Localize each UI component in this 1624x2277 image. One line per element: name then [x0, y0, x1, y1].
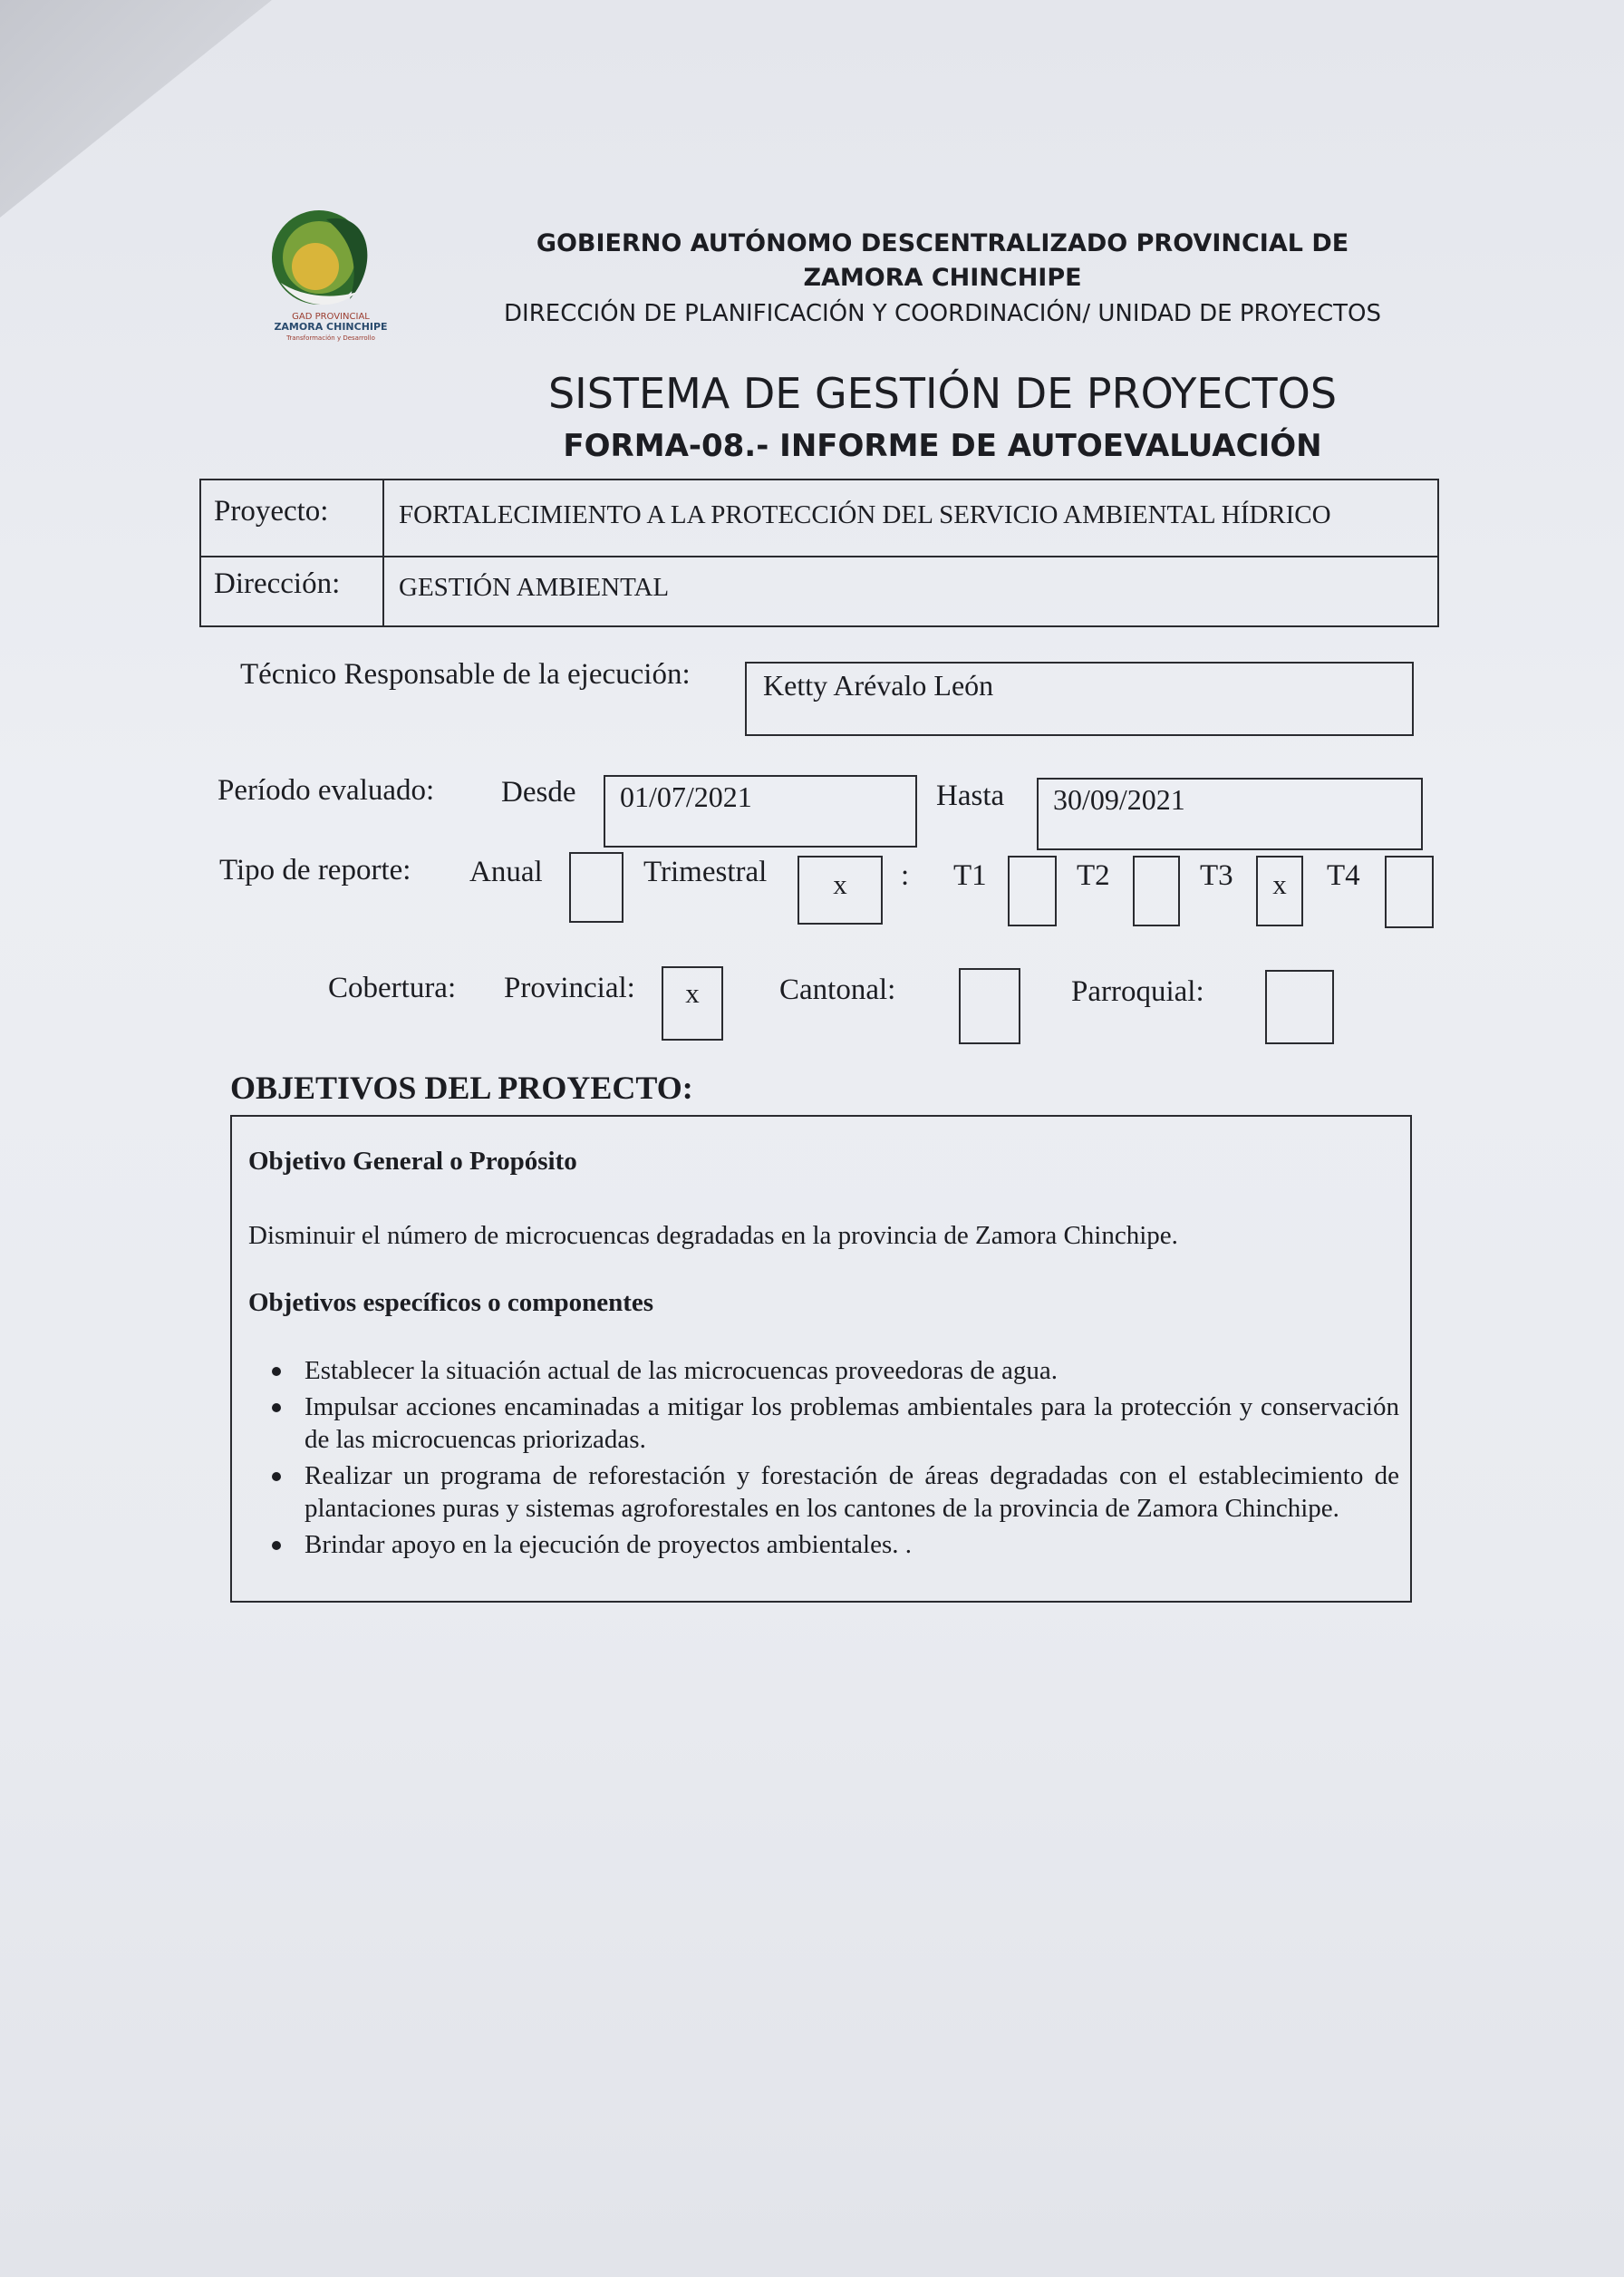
period-to-field[interactable]: [1037, 778, 1423, 850]
objectives-box: [230, 1115, 1412, 1603]
institution-name: GOBIERNO AUTÓNOMO DESCENTRALIZADO PROVINCIAL DE ZAMORA CHINCHIPE: [536, 229, 1349, 292]
gad-provincial-logo: [263, 201, 399, 355]
cantonal-label: Cantonal:: [779, 974, 896, 1006]
period-to-value: 30/09/2021: [1053, 783, 1185, 816]
page-fold-corner: [0, 0, 272, 218]
period-from-label: Desde: [501, 776, 576, 809]
bullet-icon: [272, 1403, 281, 1412]
bullet-icon: [272, 1367, 281, 1376]
report-type-separator: :: [901, 859, 910, 892]
general-objective-text: Disminuir el número de microcuencas degradadas en la provincia de Zamora Chinchipe.: [248, 1221, 1178, 1250]
system-title: SISTEMA DE GESTIÓN DE PROYECTOS: [547, 369, 1338, 418]
parroquial-label: Parroquial:: [1071, 975, 1204, 1008]
period-label: Período evaluado:: [218, 774, 435, 807]
form-title: FORMA-08.- INFORME DE AUTOEVALUACIÓN: [563, 428, 1322, 464]
t1-label: T1: [953, 859, 987, 892]
quarterly-label: Trimestral: [643, 856, 768, 888]
provincial-label: Provincial:: [504, 972, 635, 1004]
specific-objectives-list: [248, 1354, 1399, 1565]
department-name: DIRECCIÓN DE PLANIFICACIÓN Y COORDINACIÓN/ UNIDAD DE PROYECTOS: [504, 300, 1381, 327]
responsible-value: Ketty Arévalo León: [763, 669, 994, 702]
t3-checkbox[interactable]: x: [1256, 856, 1303, 926]
coverage-label: Cobertura:: [328, 972, 457, 1004]
report-type-label: Tipo de reporte:: [219, 854, 411, 887]
bullet-icon: [272, 1541, 281, 1550]
project-value: FORTALECIMIENTO A LA PROTECCIÓN DEL SERVICIO AMBIENTAL HÍDRICO: [399, 500, 1331, 529]
annual-label: Anual: [469, 856, 543, 888]
quarterly-checkbox[interactable]: x: [798, 856, 883, 925]
responsible-label: Técnico Responsable de la ejecución:: [240, 658, 691, 691]
t2-checkbox[interactable]: [1133, 856, 1180, 926]
t2-label: T2: [1077, 859, 1110, 892]
direction-label: Dirección:: [214, 567, 341, 600]
responsible-field[interactable]: [745, 662, 1414, 736]
cantonal-checkbox[interactable]: [959, 968, 1020, 1044]
period-from-value: 01/07/2021: [620, 780, 752, 813]
general-objective-heading: Objetivo General o Propósito: [248, 1147, 577, 1176]
project-label: Proyecto:: [214, 495, 329, 528]
period-from-field[interactable]: [604, 775, 917, 848]
list-item: Realizar un programa de reforestación y forestación de áreas degradadas con el establecimiento de plantaciones puras y sistemas agroforestales en los cantones de la provincia de Zamora Chinchipe.: [248, 1459, 1399, 1525]
list-item: Impulsar acciones encaminadas a mitigar los problemas ambientales para la protección y conservación de las microcuencas priorizadas.: [248, 1390, 1399, 1456]
list-item: Brindar apoyo en la ejecución de proyectos ambientales. .: [248, 1528, 1399, 1561]
annual-checkbox[interactable]: [569, 852, 624, 923]
svg-text:GAD PROVINCIAL: GAD PROVINCIAL: [292, 312, 370, 322]
provincial-checkbox[interactable]: x: [662, 966, 723, 1041]
project-info-table: [199, 479, 1439, 627]
t4-checkbox[interactable]: [1385, 856, 1434, 928]
t1-checkbox[interactable]: [1008, 856, 1057, 926]
specific-objectives-heading: Objetivos específicos o componentes: [248, 1288, 654, 1317]
parroquial-checkbox[interactable]: [1265, 970, 1334, 1044]
bullet-icon: [272, 1472, 281, 1481]
list-item: Establecer la situación actual de las microcuencas proveedoras de agua.: [248, 1354, 1399, 1387]
t3-label: T3: [1200, 859, 1233, 892]
direction-value: GESTIÓN AMBIENTAL: [399, 573, 670, 602]
svg-text:ZAMORA CHINCHIPE: ZAMORA CHINCHIPE: [274, 321, 388, 333]
t4-label: T4: [1327, 859, 1360, 892]
period-to-label: Hasta: [936, 780, 1005, 812]
svg-text:Transformación y Desarrollo: Transformación y Desarrollo: [286, 334, 375, 342]
objectives-section-title: OBJETIVOS DEL PROYECTO:: [230, 1070, 693, 1106]
